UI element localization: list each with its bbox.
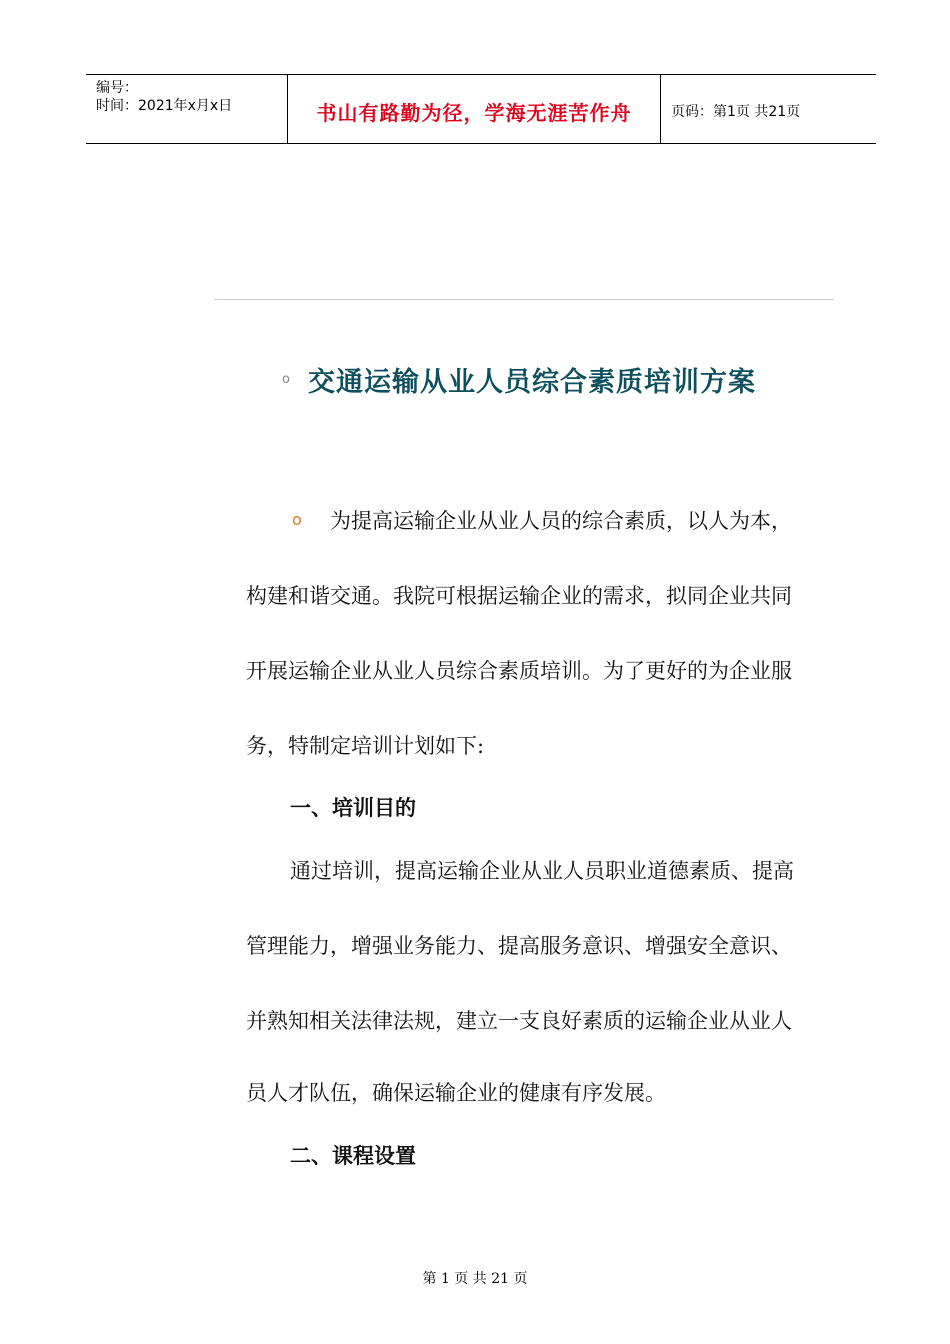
intro-line: 为提高运输企业从业人员的综合素质，以人为本，: [330, 509, 792, 533]
intro-line: 构建和谐交通。我院可根据运输企业的需求，拟同企业共同: [246, 584, 792, 608]
section-heading-purpose: 一、培训目的: [290, 796, 416, 820]
section1-line: 员人才队伍，确保运输企业的健康有序发展。: [246, 1081, 666, 1105]
section1-line: 并熟知相关法律法规，建立一支良好素质的运输企业从业人: [246, 1009, 792, 1033]
section1-line: 通过培训，提高运输企业从业人员职业道德素质、提高: [290, 859, 794, 883]
section1-line: 管理能力，增强业务能力、提高服务意识、增强安全意识、: [246, 934, 792, 958]
section-heading-courses: 二、课程设置: [290, 1144, 416, 1168]
document-header: [86, 74, 876, 144]
header-page-info: 页码：第1页 共21页: [671, 104, 801, 120]
paragraph-bullet-icon: o: [292, 510, 302, 529]
document-title: 交通运输从业人员综合素质培训方案: [308, 367, 756, 398]
header-motto-cell: [288, 75, 661, 143]
document-time-label: 时间：2021年x月x日: [96, 98, 233, 114]
header-page-cell: [661, 75, 876, 143]
page-footer: 第 1 页 共 21 页: [422, 1271, 528, 1287]
header-motto: 书山有路勤为径，学海无涯苦作舟: [316, 101, 632, 125]
title-bullet-icon: o: [282, 372, 290, 387]
intro-line: 务，特制定培训计划如下:: [246, 734, 485, 758]
document-number-label: 编号：: [96, 80, 138, 96]
intro-line: 开展运输企业从业人员综合素质培训。为了更好的为企业服: [246, 659, 792, 683]
title-divider: [214, 299, 834, 300]
header-meta-cell: [86, 75, 288, 143]
